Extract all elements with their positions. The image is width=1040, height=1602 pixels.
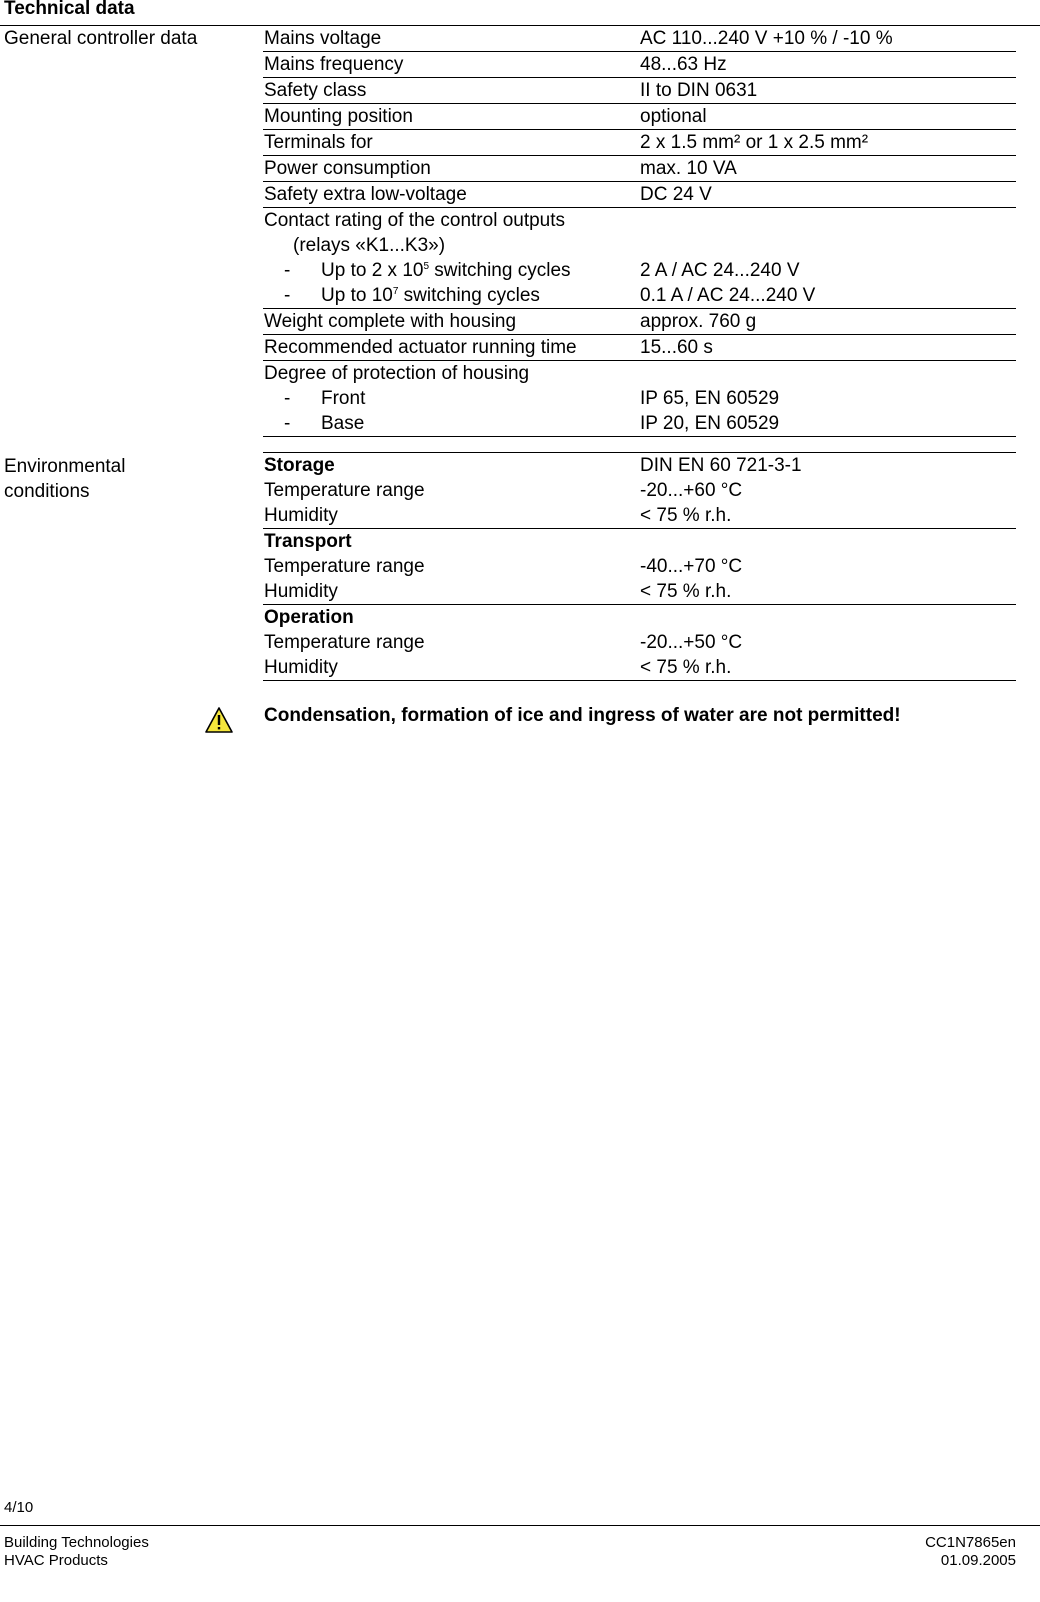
table-row	[263, 361, 1016, 437]
row-label: Mounting position	[264, 106, 413, 127]
table-row	[263, 605, 1016, 681]
row-label: Temperature range	[264, 556, 425, 577]
row-label: Recommended actuator running time	[264, 337, 577, 358]
row-value: max. 10 VA	[640, 158, 737, 179]
subsection-heading: Storage	[264, 455, 335, 476]
row-label: Degree of protection of housing	[264, 363, 530, 384]
table-row	[263, 78, 1016, 104]
environment-section-label: Environmental conditions	[4, 456, 126, 502]
list-dash: -	[284, 285, 291, 306]
environment-data-table	[263, 452, 1016, 681]
footer-doc-number: CC1N7865en	[925, 1534, 1016, 1551]
list-dash: -	[284, 413, 291, 434]
row-value: IP 20, EN 60529	[640, 413, 780, 434]
row-label: Humidity	[264, 581, 338, 602]
subsection-heading: Operation	[264, 607, 354, 628]
table-row	[263, 52, 1016, 78]
row-label: Temperature range	[264, 480, 425, 501]
table-row	[263, 156, 1016, 182]
row-label: Humidity	[264, 657, 338, 678]
footer-divider	[0, 1525, 1040, 1526]
row-value: < 75 % r.h.	[640, 657, 732, 678]
table-row	[263, 453, 1016, 529]
row-value: 48...63 Hz	[640, 54, 727, 75]
footer-division: HVAC Products	[4, 1552, 108, 1569]
row-value: 2 x 1.5 mm² or 1 x 2.5 mm²	[640, 132, 869, 153]
row-label: Safety extra low-voltage	[264, 184, 467, 205]
general-section-label: General controller data	[4, 28, 198, 49]
row-value: IP 65, EN 60529	[640, 388, 780, 409]
table-row	[263, 26, 1016, 52]
row-label: Power consumption	[264, 158, 431, 179]
table-row	[263, 335, 1016, 361]
page-number: 4/10	[4, 1499, 34, 1516]
row-label: Mains voltage	[264, 28, 382, 49]
table-row	[263, 130, 1016, 156]
subsection-heading: Transport	[264, 531, 352, 552]
warning-triangle-icon	[204, 706, 234, 734]
row-value: approx. 760 g	[640, 311, 757, 332]
section-title: Technical data	[4, 0, 135, 19]
row-label: Temperature range	[264, 632, 425, 653]
table-row	[263, 529, 1016, 605]
list-dash: -	[284, 260, 291, 281]
row-value: -20...+60 °C	[640, 480, 743, 501]
footer-date: 01.09.2005	[940, 1552, 1016, 1569]
row-value: II to DIN 0631	[640, 80, 758, 101]
row-label: Mains frequency	[264, 54, 404, 75]
row-label: Weight complete with housing	[264, 311, 517, 332]
list-dash: -	[284, 388, 291, 409]
row-value: -20...+50 °C	[640, 632, 743, 653]
general-data-table	[263, 26, 1016, 437]
row-value: 2 A / AC 24...240 V	[640, 260, 800, 281]
table-row	[263, 208, 1016, 309]
row-value: 15...60 s	[640, 337, 713, 358]
row-value: DIN EN 60 721-3-1	[640, 455, 802, 476]
table-row	[263, 104, 1016, 130]
row-value: AC 110...240 V +10 % / -10 %	[640, 28, 893, 49]
row-sublabel: (relays «K1...K3»)	[293, 235, 446, 256]
list-item-label: Front	[321, 388, 366, 409]
warning-text: Condensation, formation of ice and ingress of water are not permitted!	[264, 705, 901, 726]
row-label: Terminals for	[264, 132, 373, 153]
footer-company: Building Technologies	[4, 1534, 149, 1551]
row-value: optional	[640, 106, 707, 127]
row-value: < 75 % r.h.	[640, 581, 732, 602]
table-row	[263, 309, 1016, 335]
row-value: DC 24 V	[640, 184, 712, 205]
row-value: -40...+70 °C	[640, 556, 743, 577]
row-label: Safety class	[264, 80, 367, 101]
row-label: Humidity	[264, 505, 338, 526]
list-item-label: Up to $10^7$ switching cycles	[321, 285, 540, 306]
row-label: Contact rating of the control outputs	[264, 210, 566, 231]
row-value: < 75 % r.h.	[640, 505, 732, 526]
row-value: 0.1 A / AC 24...240 V	[640, 285, 816, 306]
table-row	[263, 182, 1016, 208]
list-item-label: Up to 2 x $10^5$ switching cycles	[321, 260, 571, 281]
list-item-label: Base	[321, 413, 365, 434]
